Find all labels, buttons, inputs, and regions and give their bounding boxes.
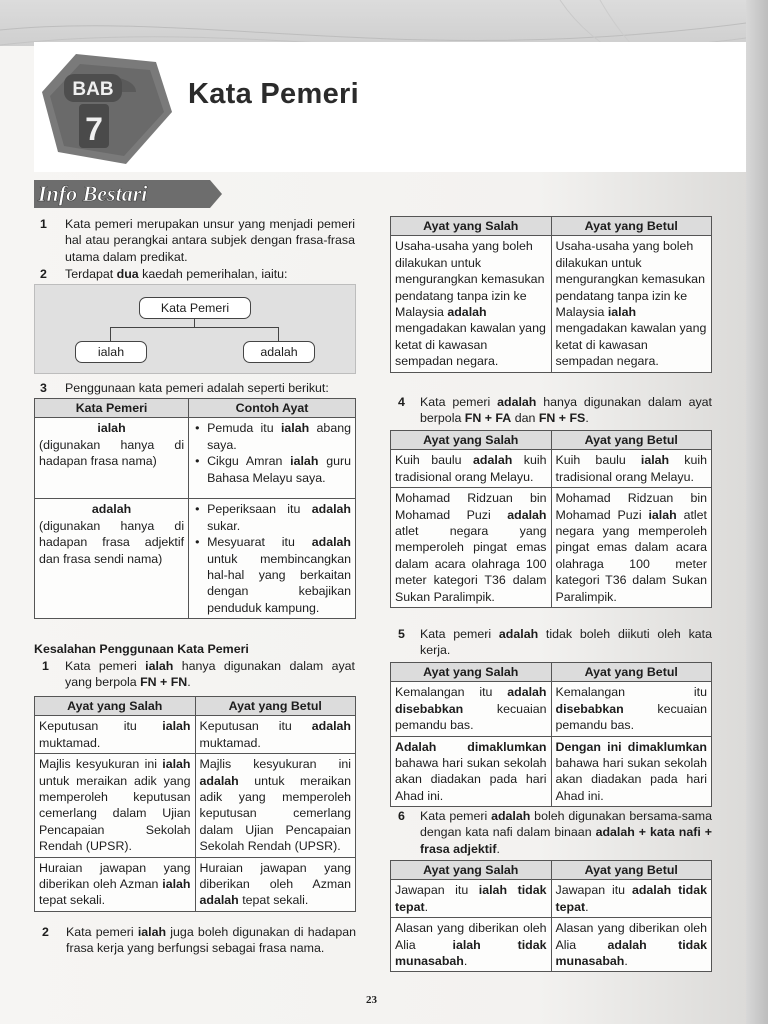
column-header: Ayat yang Salah [35,697,196,716]
column-header: Contoh Ayat [189,399,356,418]
example-sentence: • Mesyuarat itu adalah untuk membincangkan hal-hal yang berkaitan dengan kebajikan penduduk kampung. [207,534,351,616]
table-fn-fn [34,696,356,912]
table-row [35,418,356,499]
diagram-root-node: Kata Pemeri [139,297,251,319]
table-cell: Alasan yang diberikan oleh Alia ialah tidak munasabah. [391,918,552,972]
chapter-title: Kata Pemeri [188,78,359,110]
item-number: 6 [398,809,405,823]
table-cell: Usaha-usaha yang boleh dilakukan untuk mengurangkan kemasukan pendatang tanpa izin ke Malaysia ialah mengadakan kawalan yang ketat di kawasan sempadan negara. [551,236,712,372]
kesalahan-5: Kata pemeri adalah tidak boleh diikuti oleh kata kerja. [420,627,713,658]
diagram-connector [110,327,111,341]
bab-label: BAB [72,79,114,100]
table-row [391,450,712,488]
table-row [35,857,356,911]
diagram-node-adalah: adalah [243,341,315,363]
table-row [35,754,356,857]
kata-pemeri-word: adalah [91,502,132,517]
column-header: Ayat yang Betul [551,431,712,450]
table-cell: Dengan ini dimaklumkan bahawa hari sukan sekolah akan diadakan pada hari Ahad ini. [551,736,712,807]
column-header: Ayat yang Betul [195,697,356,716]
column-header: Ayat yang Salah [391,217,552,236]
paragraph-3: Penggunaan kata pemeri adalah seperti berikut: [65,381,329,395]
table-row [391,682,712,736]
table-cell: Jawapan itu adalah tidak tepat. [551,880,712,918]
usage-table [34,398,356,619]
table-cell [35,499,189,619]
table-row [391,736,712,807]
diagram-connector [278,327,279,341]
table-cell [35,418,189,499]
paragraph-1: Kata pemeri merupakan unsur yang menjadi pemeri hal atau perangkai antara subjek dengan frasa-frasa utama dalam predikat. [65,217,355,264]
chapter-badge [36,52,176,170]
table-kata-kerja-fn [390,216,712,373]
kesalahan-2: Kata pemeri ialah juga boleh digunakan di hadapan frasa kerja yang berfungsi sebagai frasa nama. [66,925,356,956]
section-heading: Kesalahan Penggunaan Kata Pemeri [34,642,249,656]
kata-pemeri-desc: (digunakan hanya di hadapan frasa nama) [39,437,185,469]
table-row [35,499,356,619]
table-cell: Adalah dimaklumkan bahawa hari sukan sekolah akan diadakan pada hari Ahad ini. [391,736,552,807]
table-cell: Keputusan itu ialah muktamad. [35,716,196,754]
table-cell: Kemalangan itu adalah disebabkan kecuaian pemandu bas. [391,682,552,736]
chapter-number: 7 [85,111,103,147]
item-number: 1 [40,217,47,231]
column-header: Ayat yang Salah [391,431,552,450]
page-edge-shadow [746,0,768,1024]
column-header: Ayat yang Betul [551,861,712,880]
table-cell: Huraian jawapan yang diberikan oleh Azman ialah tepat sekali. [35,857,196,911]
item-number: 4 [398,395,405,409]
kata-pemeri-word: ialah [97,421,126,436]
diagram-node-ialah: ialah [75,341,147,363]
item-number: 1 [42,659,49,673]
info-bestari-banner [34,176,224,212]
table-row [35,716,356,754]
table-cell: Usaha-usaha yang boleh dilakukan untuk mengurangkan kemasukan pendatang tanpa izin ke Malaysia adalah mengadakan kawalan yang ketat di kawasan sempadan negara. [391,236,552,372]
page-number: 23 [366,994,377,1006]
column-header: Ayat yang Salah [391,861,552,880]
diagram-connector [110,327,278,328]
example-sentence: • Pemuda itu ialah abang saya. [207,420,351,453]
column-header: Ayat yang Salah [391,663,552,682]
table-cell [189,418,356,499]
table-cell: Mohamad Ridzuan bin Mohamad Puzi ialah atlet negara yang memperoleh pingat emas dalam acara olahraga 100 meter kategori T36 dalam Sukan Paralimpik. [551,488,712,608]
table-row [391,236,712,372]
table-row [391,918,712,972]
table-cell: Majlis kesyukuran ini ialah untuk meraikan adik yang memperoleh keputusan cemerlang dalam Ujian Pencapaian Sekolah Rendah (UPSR). [35,754,196,857]
kesalahan-1: Kata pemeri ialah hanya digunakan dalam ayat yang berpola FN + FN. [65,659,355,690]
kesalahan-4: Kata pemeri adalah hanya digunakan dalam ayat berpola FN + FA dan FN + FS. [420,395,713,426]
item-number: 2 [40,267,47,281]
table-cell: Kemalangan itu disebabkan kecuaian pemandu bas. [551,682,712,736]
column-header: Kata Pemeri [35,399,189,418]
table-row [391,488,712,608]
column-header: Ayat yang Betul [551,663,712,682]
column-header: Ayat yang Betul [551,217,712,236]
table-kata-nafi [390,860,712,972]
table-cell: Mohamad Ridzuan bin Mohamad Puzi adalah atlet negara yang memperoleh pingat emas dalam acara olahraga 100 meter kategori T36 dalam Sukan Paralimpik. [391,488,552,608]
table-cell: Majlis kesyukuran ini adalah untuk meraikan adik yang memperoleh keputusan cemerlang dalam Ujian Pencapaian Sekolah Rendah (UPSR). [195,754,356,857]
table-row [391,880,712,918]
table-fn-fa-fs [390,430,712,608]
kesalahan-6: Kata pemeri adalah boleh digunakan bersama-sama dengan kata nafi dalam binaan adalah + kata nafi + frasa adjektif. [420,809,713,856]
example-sentence: • Peperiksaan itu adalah sukar. [207,501,351,534]
table-cell: Alasan yang diberikan oleh Alia adalah tidak munasabah. [551,918,712,972]
table-cell: Jawapan itu ialah tidak tepat. [391,880,552,918]
example-sentence: • Cikgu Amran ialah guru Bahasa Melayu saya. [207,453,351,486]
table-cell: Keputusan itu adalah muktamad. [195,716,356,754]
table-cell: Huraian jawapan yang diberikan oleh Azman adalah tepat sekali. [195,857,356,911]
item-number: 5 [398,627,405,641]
table-cell [189,499,356,619]
table-cell: Kuih baulu adalah kuih tradisional orang Melayu. [391,450,552,488]
item-number: 3 [40,381,47,395]
paragraph-2: Terdapat dua kaedah pemerihalan, iaitu: [65,267,288,281]
item-number: 2 [42,925,49,939]
table-kata-kerja [390,662,712,807]
table-cell: Kuih baulu ialah kuih tradisional orang Melayu. [551,450,712,488]
info-bestari-label: Info Bestari [38,181,148,206]
kata-pemeri-desc: (digunakan hanya di hadapan frasa adjektif dan frasa sendi nama) [39,518,185,566]
